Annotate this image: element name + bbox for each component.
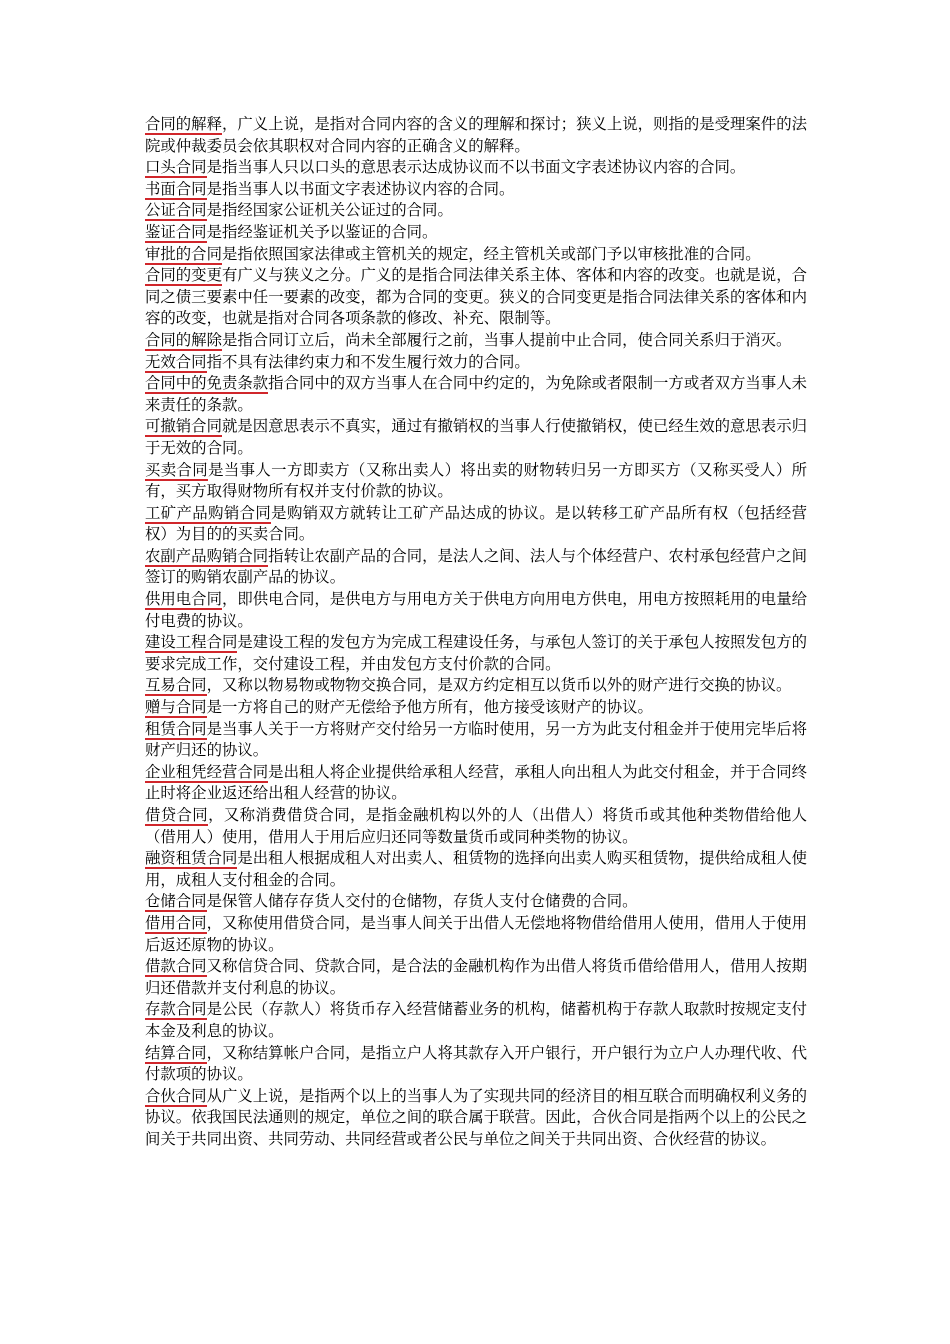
glossary-term: 借用合同 — [145, 913, 207, 932]
glossary-definition: ，又称消费借贷合同，是指金融机构以外的人（出借人）将货币或其他种类物借给他人（借用人）使用，借用人于用后应归还同等数量货币或同种类物的协议。 — [145, 806, 807, 846]
glossary-entry — [145, 460, 807, 503]
glossary-definition: 是当事人关于一方将财产交付给另一方临时使用，另一方为此支付租金并于使用完毕后将财产归还的协议。 — [145, 719, 807, 760]
glossary-entry — [145, 956, 807, 999]
glossary-entry — [145, 179, 807, 201]
glossary-term: 合伙合同 — [145, 1086, 207, 1105]
glossary-entry — [145, 265, 807, 330]
glossary-entry — [145, 330, 807, 352]
glossary-definition: 是指当事人以书面文字表述协议内容的合同。 — [206, 179, 515, 198]
glossary-term: 借贷合同 — [145, 806, 209, 824]
glossary-term: 合同的解释 — [145, 115, 222, 133]
glossary-entry — [145, 416, 807, 459]
glossary-entry — [145, 352, 807, 374]
glossary-body — [145, 114, 807, 1151]
glossary-entry — [145, 913, 807, 956]
glossary-definition: 指不具有法律约束力和不发生履行效力的合同。 — [206, 352, 530, 371]
glossary-term: 农副产品购销合同 — [145, 546, 269, 565]
glossary-definition: 是指经鉴证机关予以鉴证的合同。 — [206, 222, 438, 241]
glossary-entry — [145, 1043, 807, 1086]
glossary-term: 口头合同 — [145, 158, 207, 177]
glossary-entry — [145, 848, 807, 891]
glossary-term: 建设工程合同 — [145, 633, 238, 652]
glossary-term: 合同中的免责条款 — [145, 374, 269, 393]
glossary-entry — [145, 589, 807, 632]
glossary-entry — [145, 157, 807, 179]
glossary-entry — [145, 999, 807, 1042]
glossary-term: 借款合同 — [145, 957, 207, 976]
glossary-entry — [145, 675, 807, 697]
glossary-term: 企业租凭经营合同 — [145, 762, 269, 781]
glossary-definition: ，即供电合同，是供电方与用电方关于供电方向用电方供电，用电方按照耗用的电量给付电费的协议。 — [145, 590, 807, 630]
glossary-term: 结算合同 — [145, 1043, 207, 1062]
glossary-definition: 是当事人一方即卖方（又称出卖人）将出卖的财物转归另一方即买方（又称买受人）所有，买方取得财物所有权并支付价款的协议。 — [145, 460, 807, 501]
glossary-term: 买卖合同 — [145, 460, 209, 479]
glossary-entry — [145, 719, 807, 762]
glossary-entry — [145, 503, 807, 546]
glossary-definition: 是一方将自己的财产无偿给予他方所有，他方接受该财产的协议。 — [206, 698, 653, 717]
glossary-entry — [145, 244, 807, 266]
glossary-entry — [145, 762, 807, 805]
glossary-term: 公证合同 — [145, 201, 207, 220]
glossary-term: 供用电合同 — [145, 590, 222, 609]
glossary-entry — [145, 114, 807, 157]
glossary-entry — [145, 805, 807, 848]
glossary-term: 工矿产品购销合同 — [145, 503, 272, 522]
glossary-entry — [145, 632, 807, 675]
glossary-definition: 从广义上说，是指两个以上的当事人为了实现共同的经济目的相互联合而明确权利义务的协议。依我国民法通则的规定，单位之间的联合属于联营。因此，合伙合同是指两个以上的公民之间关于共同出资、共同劳动、共同经营或者公民与单位之间关于共同出资、合伙经营的协议。 — [145, 1086, 807, 1148]
glossary-definition: 是购销双方就转让工矿产品达成的协议。是以转移工矿产品所有权（包括经营权）为目的的买卖合同。 — [145, 503, 807, 544]
glossary-term: 存款合同 — [145, 1000, 207, 1019]
glossary-term: 融资租赁合同 — [145, 849, 238, 868]
glossary-definition: ，广义上说，是指对合同内容的含义的理解和探讨；狭义上说，则指的是受理案件的法院或仲裁委员会依其职权对合同内容的正确含义的解释。 — [145, 115, 807, 155]
glossary-entry — [145, 1086, 807, 1151]
glossary-definition: 又称信贷合同、贷款合同，是合法的金融机构作为出借人将货币借给借用人，借用人按期归还借款并支付利息的协议。 — [145, 957, 807, 997]
glossary-term: 合同的解除 — [145, 330, 222, 349]
glossary-definition: 是出租人根据成租人对出卖人、租赁物的选择向出卖人购买租赁物，提供给成租人使用，成租人支付租金的合同。 — [145, 849, 807, 889]
glossary-definition: 是指合同订立后，尚未全部履行之前，当事人提前中止合同，使合同关系归于消灭。 — [221, 330, 792, 349]
glossary-definition: ，又称使用借贷合同，是当事人间关于出借人无偿地将物借给借用人使用，借用人于使用后返还原物的协议。 — [145, 913, 807, 954]
glossary-term: 书面合同 — [145, 179, 207, 198]
glossary-definition: 是出租人将企业提供给承租人经营，承租人向出租人为此交付租金，并于合同终止时将企业返还给出租人经营的协议。 — [145, 762, 807, 803]
glossary-term: 审批的合同 — [145, 244, 222, 263]
glossary-entry — [145, 697, 807, 719]
glossary-definition: 有广义与狭义之分。广义的是指合同法律关系主体、客体和内容的改变。也就是说，合同之债三要素中任一要素的改变，都为合同的变更。狭义的合同变更是指合同法律关系的客体和内容的改变，也就是指对合同各项条款的修改、补充、限制等。 — [145, 266, 807, 328]
glossary-definition: 是公民（存款人）将货币存入经营储蓄业务的机构，储蓄机构于存款人取款时按规定支付本金及利息的协议。 — [145, 1000, 807, 1040]
glossary-definition: 是指当事人只以口头的意思表示达成协议而不以书面文字表述协议内容的合同。 — [206, 158, 746, 177]
glossary-definition: 是建设工程的发包方为完成工程建设任务，与承包人签订的关于承包人按照发包方的要求完成工作，交付建设工程，并由发包方支付价款的合同。 — [145, 633, 807, 673]
glossary-definition: 是指依照国家法律或主管机关的规定，经主管机关或部门予以审核批准的合同。 — [221, 244, 761, 263]
glossary-definition: ，又称以物易物或物物交换合同，是双方约定相互以货币以外的财产进行交换的协议。 — [206, 676, 792, 695]
glossary-term: 仓储合同 — [145, 892, 207, 911]
glossary-definition: 指转让农副产品的合同，是法人之间、法人与个体经营户、农村承包经营户之间签订的购销农副产品的协议。 — [145, 546, 807, 587]
glossary-term: 租赁合同 — [145, 719, 207, 738]
glossary-definition: 指合同中的双方当事人在合同中约定的，为免除或者限制一方或者双方当事人未来责任的条款。 — [145, 374, 807, 414]
glossary-term: 互易合同 — [145, 676, 207, 695]
glossary-entry — [145, 200, 807, 222]
glossary-term: 鉴证合同 — [145, 222, 207, 241]
glossary-term: 可撤销合同 — [145, 417, 222, 436]
glossary-entry — [145, 891, 807, 913]
glossary-entry — [145, 546, 807, 589]
glossary-definition: 是指经国家公证机关公证过的合同。 — [206, 201, 453, 220]
glossary-entry — [145, 373, 807, 416]
glossary-term: 无效合同 — [145, 352, 207, 371]
glossary-definition: ，又称结算帐户合同，是指立户人将其款存入开户银行，开户银行为立户人办理代收、代付款项的协议。 — [145, 1043, 807, 1084]
glossary-entry — [145, 222, 807, 244]
glossary-term: 合同的变更 — [145, 266, 222, 285]
glossary-definition: 就是因意思表示不真实，通过有撤销权的当事人行使撤销权，使已经生效的意思表示归于无效的合同。 — [145, 417, 807, 457]
glossary-definition: 是保管人储存存货人交付的仓储物，存货人支付仓储费的合同。 — [206, 892, 638, 911]
glossary-term: 赠与合同 — [145, 698, 207, 717]
